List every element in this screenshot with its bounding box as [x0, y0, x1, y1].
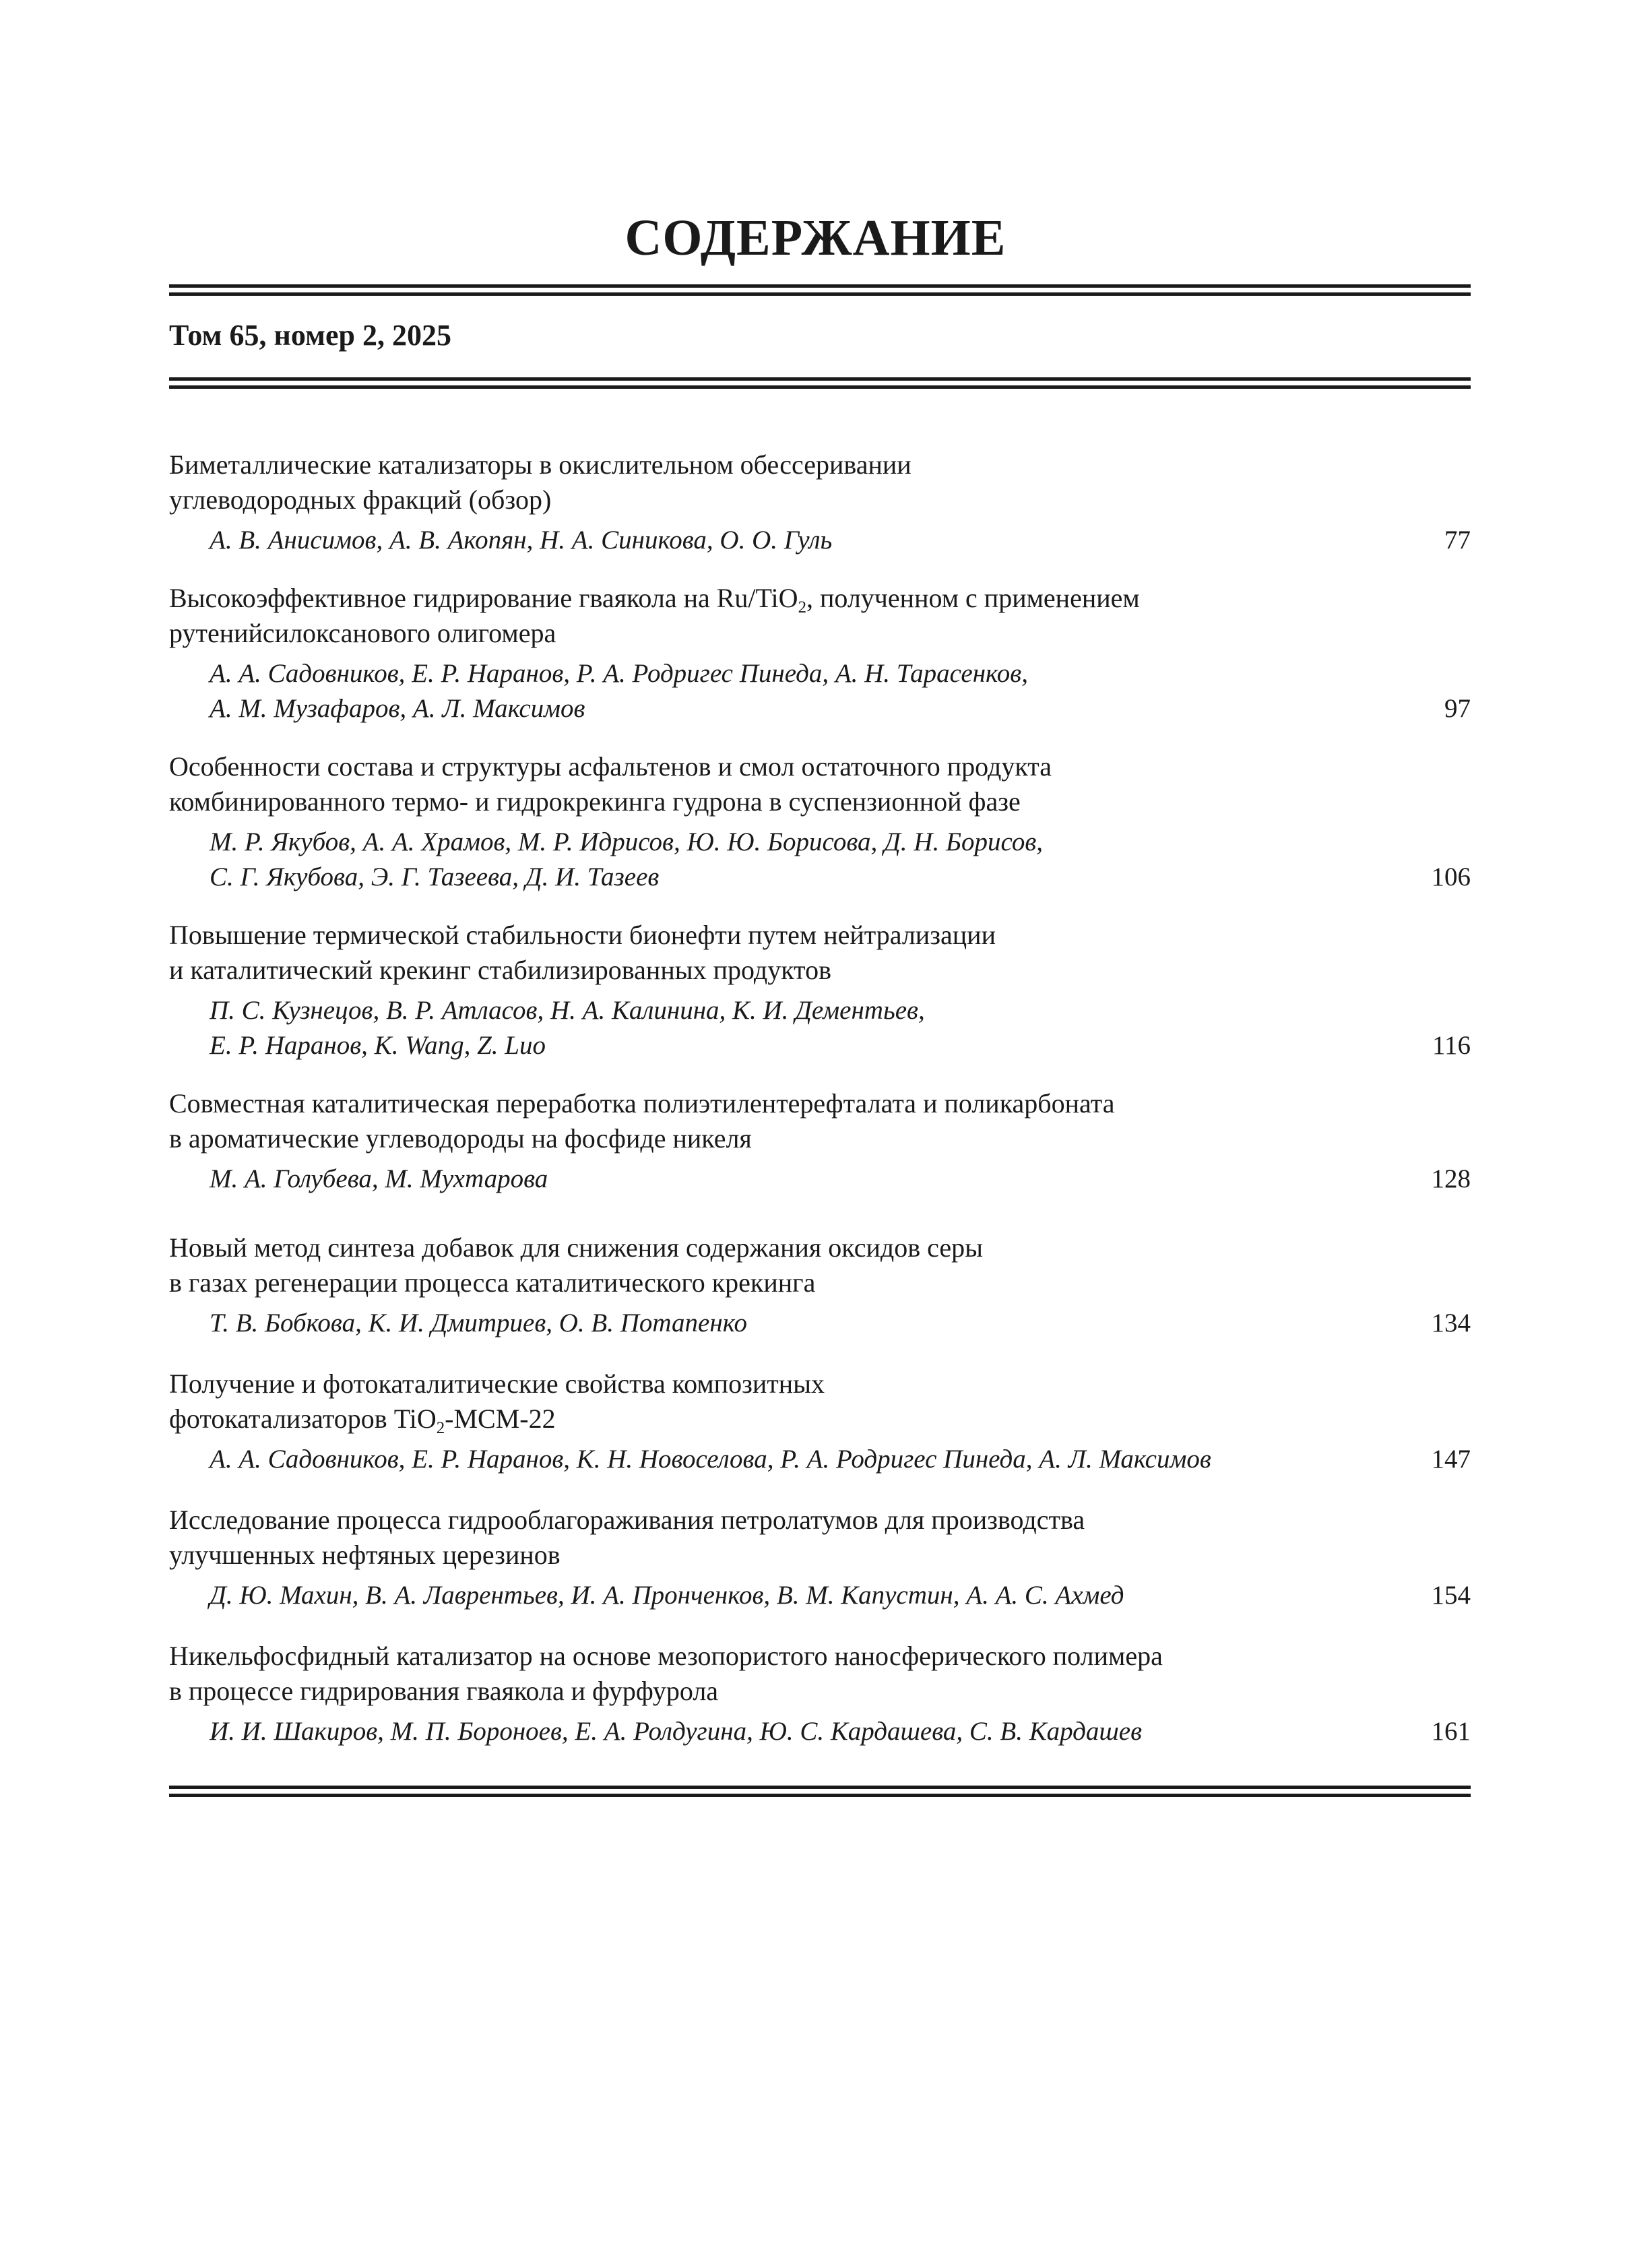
title-text: Высокоэффективное гидрирование гваякола на Ru/TiO — [169, 583, 798, 613]
article-title[interactable] — [169, 1366, 1471, 1437]
toc-entry[interactable] — [169, 749, 1471, 895]
article-title[interactable] — [169, 447, 1471, 517]
page-number[interactable]: 128 — [1431, 1164, 1471, 1193]
article-authors — [169, 656, 1395, 726]
article-authors — [169, 1442, 1395, 1477]
article-title-line: комбинированного термо- и гидрокрекинга гудрона в суспензионной фазе — [169, 786, 1021, 817]
page-number[interactable]: 116 — [1432, 1031, 1471, 1060]
page-number[interactable]: 134 — [1431, 1309, 1471, 1337]
article-title-line: Совместная каталитическая переработка полиэтилентерефталата и поликарбоната — [169, 1088, 1115, 1119]
volume-issue-label: Том 65, номер 2, 2025 — [169, 319, 451, 352]
subscript: 2 — [436, 1418, 445, 1437]
footer-rule-top — [169, 1786, 1471, 1789]
toc-entry[interactable] — [169, 581, 1471, 726]
article-title-line: рутенийсилоксанового олигомера — [169, 618, 556, 648]
article-authors — [169, 1306, 1395, 1341]
toc-entry[interactable] — [169, 1086, 1471, 1197]
article-title-line — [169, 581, 1471, 616]
article-title[interactable] — [169, 1086, 1471, 1156]
page-number[interactable]: 97 — [1444, 694, 1471, 723]
toc-entry[interactable] — [169, 918, 1471, 1063]
title-text: фотокатализаторов TiO — [169, 1404, 437, 1434]
article-title-line: углеводородных фракций (обзор) — [169, 484, 552, 515]
article-title-line: в процессе гидрирования гваякола и фурфурола — [169, 1676, 719, 1706]
subscript: 2 — [798, 598, 806, 617]
article-title[interactable] — [169, 1230, 1471, 1300]
volume-rule-top — [169, 377, 1471, 381]
article-title[interactable] — [169, 749, 1471, 819]
authors-line: С. Г. Якубова, Э. Г. Тазеева, Д. И. Тазеев — [210, 862, 660, 891]
authors-line: А. А. Садовников, Е. Р. Наранов, Р. А. Родригес Пинеда, А. Н. Тарасенков, — [210, 659, 1028, 688]
article-authors — [169, 993, 1395, 1063]
authors-line: А. М. Музафаров, А. Л. Максимов — [210, 694, 585, 723]
authors-line: М. А. Голубева, М. Мухтарова — [210, 1164, 548, 1193]
authors-line: Д. Ю. Махин, В. А. Лаврентьев, И. А. Пронченков, В. М. Капустин, А. А. С. Ахмед — [210, 1581, 1124, 1610]
title-text: -MCM-22 — [445, 1404, 556, 1434]
authors-line: А. В. Анисимов, А. В. Акопян, Н. А. Синикова, О. О. Гуль — [210, 526, 833, 555]
toc-entry[interactable] — [169, 1230, 1471, 1341]
article-title-line — [169, 1401, 1471, 1437]
article-title[interactable] — [169, 1639, 1471, 1709]
article-authors — [169, 1578, 1395, 1613]
article-authors — [169, 1714, 1395, 1749]
authors-line: А. А. Садовников, Е. Р. Наранов, К. Н. Новоселова, Р. А. Родригес Пинеда, А. Л. Максимов — [210, 1445, 1211, 1474]
toc-entry[interactable] — [169, 1639, 1471, 1749]
volume-rule-bottom — [169, 385, 1471, 389]
authors-line: И. И. Шакиров, М. П. Бороноев, Е. А. Ролдугина, Ю. С. Кардашева, С. В. Кардашев — [210, 1717, 1143, 1746]
article-title-line: в газах регенерации процесса каталитического крекинга — [169, 1267, 816, 1298]
authors-line: М. Р. Якубов, А. А. Храмов, М. Р. Идрисов, Ю. Ю. Борисова, Д. Н. Борисов, — [210, 827, 1043, 856]
toc-entry[interactable] — [169, 1366, 1471, 1477]
article-title-line: Новый метод синтеза добавок для снижения содержания оксидов серы — [169, 1232, 983, 1263]
authors-line: Е. Р. Наранов, K. Wang, Z. Luo — [210, 1031, 546, 1060]
article-title-line: Особенности состава и структуры асфальтенов и смол остаточного продукта — [169, 751, 1052, 782]
footer-rule-bottom — [169, 1794, 1471, 1797]
article-title-line: и каталитический крекинг стабилизированных продуктов — [169, 955, 831, 985]
page-number[interactable]: 106 — [1431, 862, 1471, 891]
article-title-line: Биметаллические катализаторы в окислительном обессеривании — [169, 449, 912, 480]
authors-line: П. С. Кузнецов, В. Р. Атласов, Н. А. Калинина, К. И. Дементьев, — [210, 996, 925, 1025]
article-authors — [169, 825, 1395, 895]
article-title-line: улучшенных нефтяных церезинов — [169, 1540, 561, 1570]
article-title-line: в ароматические углеводороды на фосфиде никеля — [169, 1123, 752, 1154]
article-title[interactable] — [169, 1503, 1471, 1573]
article-title[interactable] — [169, 581, 1471, 651]
title-text: , полученном с применением — [806, 583, 1140, 613]
article-title[interactable] — [169, 918, 1471, 988]
page-number[interactable]: 154 — [1431, 1581, 1471, 1610]
page-number[interactable]: 77 — [1444, 526, 1471, 555]
page-number[interactable]: 147 — [1431, 1445, 1471, 1474]
page-number[interactable]: 161 — [1431, 1717, 1471, 1746]
article-authors — [169, 523, 1395, 558]
article-title-line: Получение и фотокаталитические свойства композитных — [169, 1368, 825, 1399]
article-title-line: Никельфосфидный катализатор на основе мезопористого наносферического полимера — [169, 1641, 1163, 1671]
page-title: СОДЕРЖАНИЕ — [625, 210, 1006, 266]
article-title-line: Повышение термической стабильности бионефти путем нейтрализации — [169, 920, 996, 950]
toc-entry[interactable] — [169, 447, 1471, 558]
article-authors — [169, 1162, 1395, 1197]
article-title-line: Исследование процесса гидрооблагораживания петролатумов для производства — [169, 1505, 1085, 1535]
title-rule-top — [169, 284, 1471, 288]
toc-entry[interactable] — [169, 1503, 1471, 1613]
authors-line: Т. В. Бобкова, К. И. Дмитриев, О. В. Потапенко — [210, 1309, 747, 1337]
title-rule-bottom — [169, 292, 1471, 296]
